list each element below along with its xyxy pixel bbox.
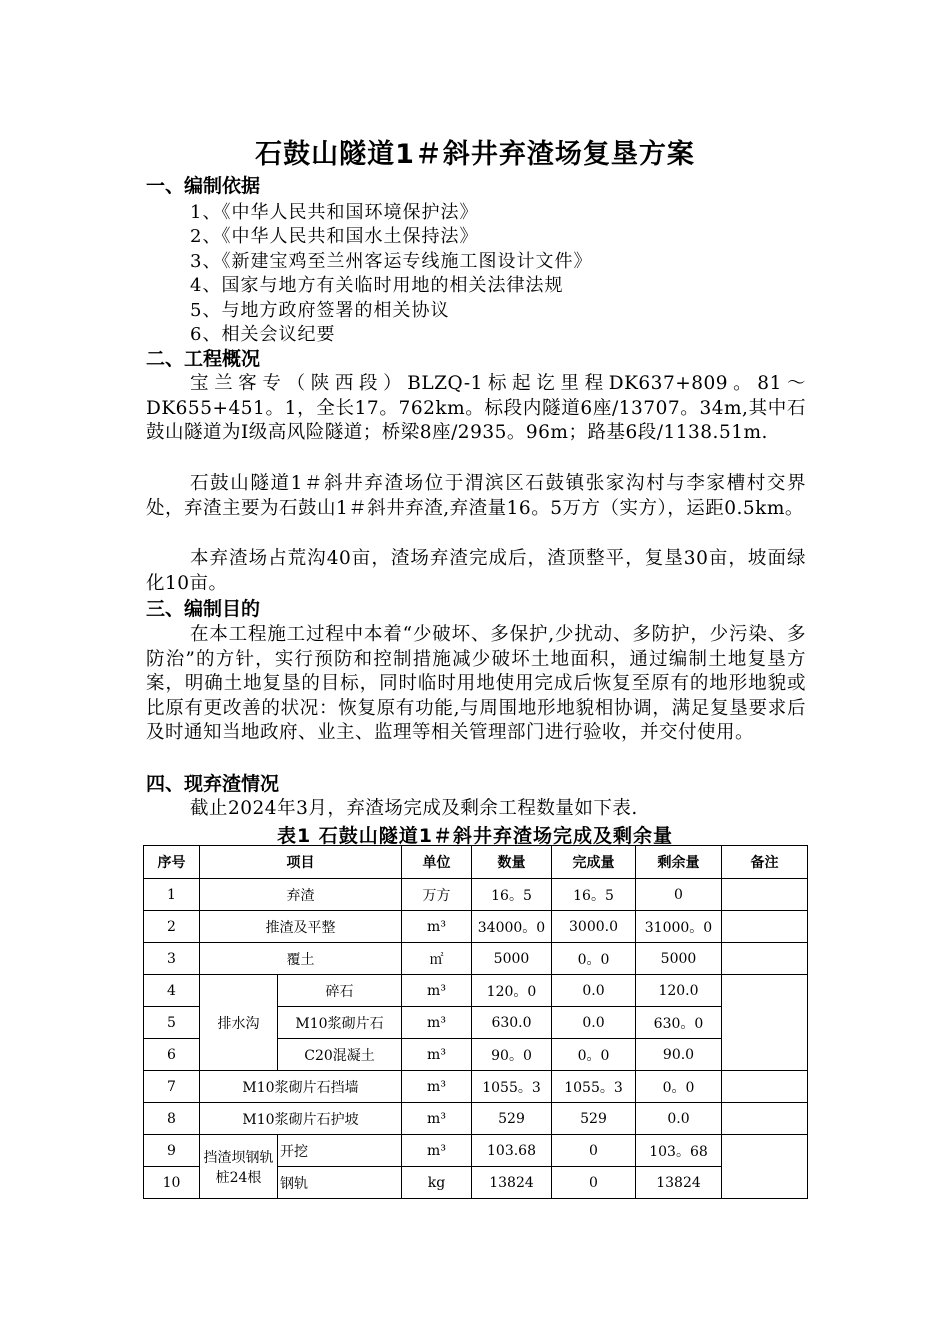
row-number: 5 [144,1007,200,1039]
row-completed: 529 [552,1103,636,1135]
row-remark [722,1135,808,1199]
row-remaining: 103。68 [636,1135,722,1167]
row-unit: kg [402,1167,472,1199]
header-cell: 单位 [402,846,472,879]
row-quantity: 120。0 [472,975,552,1007]
row-remark [722,879,808,911]
row-item: 推渣及平整 [200,911,402,943]
row-quantity: 16。5 [472,879,552,911]
row-remaining: 90.0 [636,1039,722,1071]
overview-paragraph-3: 本弃渣场占荒沟40亩，渣场弃渣完成后，渣顶整平，复垦30亩，坡面绿化10亩。 [146,548,806,594]
basis-item: 6、相关会议纪要 [190,324,336,345]
row-remark [722,943,808,975]
row-unit: m³ [402,1039,472,1071]
row-number: 8 [144,1103,200,1135]
row-remaining: 0。0 [636,1071,722,1103]
row-unit: m³ [402,1103,472,1135]
row-number: 6 [144,1039,200,1071]
header-cell: 备注 [722,846,808,879]
row-item: M10浆砌片石挡墙 [200,1071,402,1103]
basis-item: 1、《中华人民共和国环境保护法》 [190,202,479,223]
row-item: C20混凝土 [278,1039,402,1071]
row-item: 碎石 [278,975,402,1007]
purpose-paragraph: 在本工程施工过程中本着“少破坏、多保护,少扰动、多防护，少污染、多防治”的方针，实行预防和控制措施减少破坏土地面积，通过编制土地复垦方案，明确土地复垦的目标，同时临时用地使用完成后恢复至原有的地形地貌或比原有更改善的状况：恢复原有功能,与周围地形地貌相协调，满足复垦要求后及时通知当地政府、业主、监理等相关管理部门进行验收，并交付使用。 [146,624,806,743]
row-number: 7 [144,1071,200,1103]
row-remark [722,975,808,1071]
row-quantity: 90。0 [472,1039,552,1071]
table-row [144,879,808,911]
row-completed: 0.0 [552,1007,636,1039]
table-row [144,1135,808,1167]
row-quantity: 13824 [472,1167,552,1199]
row-completed: 0 [552,1167,636,1199]
row-unit: m³ [402,1007,472,1039]
row-remaining: 0.0 [636,1103,722,1135]
row-remaining: 31000。0 [636,911,722,943]
row-unit: m³ [402,911,472,943]
basis-item: 3、《新建宝鸡至兰州客运专线施工图设计文件》 [190,251,593,272]
row-number: 10 [144,1167,200,1199]
row-group: 排水沟 [200,975,278,1071]
row-remark [722,911,808,943]
row-number: 9 [144,1135,200,1167]
row-quantity: 5000 [472,943,552,975]
row-unit: ㎡ [402,943,472,975]
row-remaining: 630。0 [636,1007,722,1039]
row-item: M10浆砌片石 [278,1007,402,1039]
row-remaining: 13824 [636,1167,722,1199]
basis-item: 5、与地方政府签署的相关协议 [190,300,450,321]
table-row [144,975,808,1007]
row-number: 4 [144,975,200,1007]
row-item: 钢轨 [278,1167,402,1199]
header-cell: 项目 [200,846,402,879]
header-cell: 完成量 [552,846,636,879]
row-number: 3 [144,943,200,975]
row-number: 2 [144,911,200,943]
basis-item: 2、《中华人民共和国水土保持法》 [190,226,479,247]
overview-paragraph-2: 石鼓山隧道1＃斜井弃渣场位于渭滨区石鼓镇张家沟村与李家槽村交界处，弃渣主要为石鼓山1＃斜井弃渣,弃渣量16。5万方（实方），运距0.5km。 [146,473,806,519]
row-completed: 0。0 [552,943,636,975]
row-quantity: 630.0 [472,1007,552,1039]
status-paragraph: 截止2024年3月，弃渣场完成及剩余工程数量如下表. [190,798,638,819]
table-caption: 表1 石鼓山隧道1＃斜井弃渣场完成及剩余量 [276,825,674,847]
header-cell: 剩余量 [636,846,722,879]
row-item: M10浆砌片石护坡 [200,1103,402,1135]
row-remaining: 0 [636,879,722,911]
row-quantity: 103.68 [472,1135,552,1167]
row-unit: m³ [402,1135,472,1167]
row-unit: m³ [402,975,472,1007]
section-heading-basis: 一、编制依据 [146,175,261,197]
row-unit: m³ [402,1071,472,1103]
row-quantity: 1055。3 [472,1071,552,1103]
row-remark [722,1103,808,1135]
document-title: 石鼓山隧道1＃斜井弃渣场复垦方案 [255,139,695,170]
table-row [144,911,808,943]
header-cell: 序号 [144,846,200,879]
basis-item: 4、国家与地方有关临时用地的相关法律法规 [190,275,564,296]
row-remaining: 120.0 [636,975,722,1007]
row-quantity: 34000。0 [472,911,552,943]
quantity-table [143,845,808,1199]
section-heading-purpose: 三、编制目的 [146,598,261,620]
row-item: 覆土 [200,943,402,975]
header-cell: 数量 [472,846,552,879]
section-heading-overview: 二、工程概况 [146,348,261,370]
section-heading-status: 四、现弃渣情况 [146,773,280,795]
table-row [144,1103,808,1135]
row-remark [722,1071,808,1103]
row-completed: 1055。3 [552,1071,636,1103]
row-completed: 16。5 [552,879,636,911]
row-group: 挡渣坝钢轨桩24根 [200,1135,278,1199]
row-number: 1 [144,879,200,911]
row-completed: 0.0 [552,975,636,1007]
row-item: 开挖 [278,1135,402,1167]
row-completed: 0 [552,1135,636,1167]
row-unit: 万方 [402,879,472,911]
overview-paragraph-1: 宝兰客专（陕西段）BLZQ-1标起讫里程DK637+809。81～DK655+451。1，全长17。762km。标段内隧道6座/13707。34m,其中石鼓山隧道为Ⅰ级高风险隧道；桥梁8座/2935。96m；路基6段/1138.51m. [146,373,806,443]
table-header-row [144,846,808,879]
row-completed: 0。0 [552,1039,636,1071]
row-quantity: 529 [472,1103,552,1135]
table-row [144,943,808,975]
row-completed: 3000.0 [552,911,636,943]
table-row [144,1071,808,1103]
row-item: 弃渣 [200,879,402,911]
row-remaining: 5000 [636,943,722,975]
